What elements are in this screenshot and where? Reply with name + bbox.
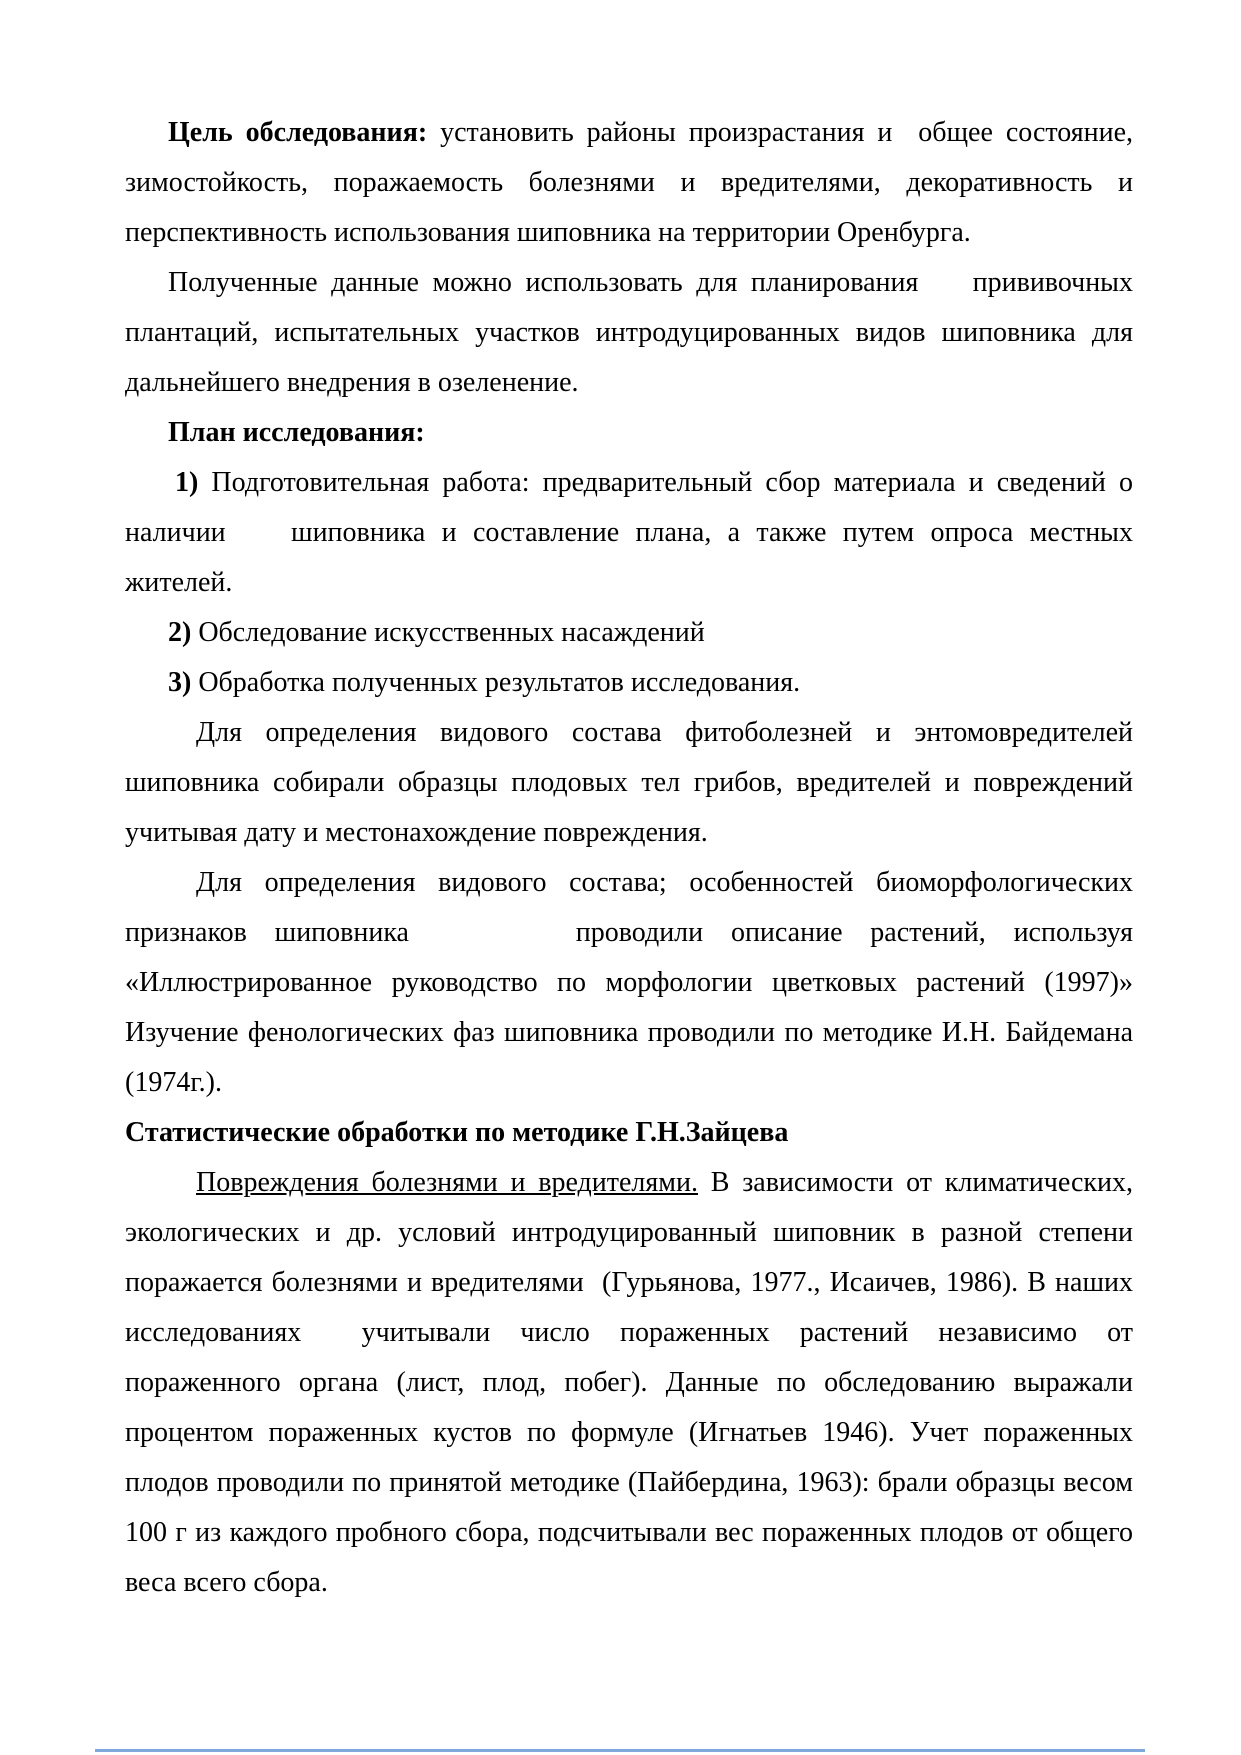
text-run: Обработка полученных результатов исследования. <box>191 667 801 698</box>
text-run: В зависимости от климатических, экологических и др. условий интродуцированный шиповник в разной степени поражается болезнями и вредителями (Гурьянова, 1977., Исаичев, 1986). В наших исследованиях учитывали число пораженных растений независимо от пораженного органа (лист, плод, побег). Данные по обследованию выражали процентом пораженных кустов по формуле (Игнатьев 1946). Учет пораженных плодов проводили по принятой методике (Пайбердина, 1963): брали образцы весом 100 г из каждого пробного сбора, подсчитывали вес пораженных плодов от общего веса всего сбора. <box>125 1167 1134 1598</box>
paragraph <box>125 658 1133 708</box>
paragraph <box>125 108 1133 258</box>
text-run: установить районы произрастания и общее состояние, зимостойкость, поражаемость болезнями и вредителями, декоративность и перспективность использования шиповника на территории Оренбурга. <box>125 117 1133 248</box>
paragraph <box>125 608 1133 658</box>
paragraph <box>125 1108 1133 1158</box>
text-run-bold: 1) <box>175 467 199 498</box>
text-run: Для определения видового состава; особенностей биоморфологических признаков шиповника проводили описание растений, используя «Иллюстрированное руководство по морфологии цветковых растений (1997)» Изучение фенологических фаз шиповника проводили по методике И.Н. Байдемана (1974г.). <box>125 867 1133 1098</box>
text-run-bold: Статистические обработки по методике Г.Н.Зайцева <box>125 1117 789 1148</box>
paragraph <box>125 458 1133 608</box>
text-run: Подготовительная работа: предварительный сбор материала и сведений о наличии шиповника и составление плана, а также путем опроса местных жителей. <box>125 467 1133 598</box>
paragraph <box>125 1158 1133 1608</box>
text-run-bold: 3) <box>168 667 192 698</box>
paragraph <box>125 408 1133 458</box>
text-run: Для определения видового состава фитоболезней и энтомовредителей шиповника собирали образцы плодовых тел грибов, вредителей и повреждений учитывая дату и местонахождение повреждения. <box>125 717 1133 848</box>
text-run-bold: Цель обследования: <box>168 117 428 148</box>
text-run: Полученные данные можно использовать для планирования прививочных плантаций, испытательных участков интродуцированных видов шиповника для дальнейшего внедрения в озеленение. <box>125 267 1133 398</box>
text-run-bold: План исследования: <box>168 417 425 448</box>
bottom-divider-line <box>95 1749 1145 1752</box>
paragraph <box>125 258 1133 408</box>
document-text-block <box>125 108 1133 1608</box>
paragraph <box>125 858 1133 1108</box>
text-run-underline: Повреждения болезнями и вредителями. <box>196 1167 698 1198</box>
paragraph <box>125 708 1133 858</box>
text-run: Обследование искусственных насаждений <box>191 617 705 648</box>
text-run-bold: 2) <box>168 617 192 648</box>
